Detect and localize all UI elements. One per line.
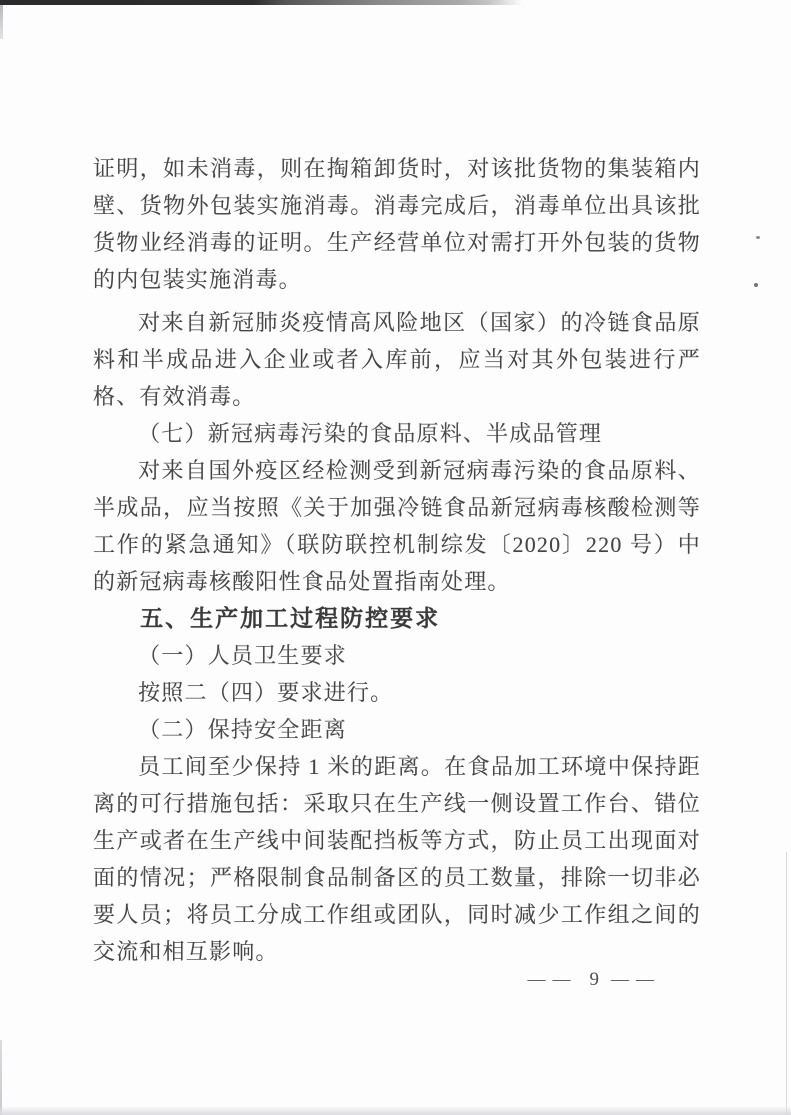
paragraph-distance-measures: 员工间至少保持 1 米的距离。在食品加工环境中保持距离的可行措施包括：采取只在生产线一侧设置工作台、错位生产或者在生产线中间装配挡板等方式，防止员工出现面对面的情况；严格限制食品制备区的员工数量，排除一切非必要人员；将员工分成工作组或团队，同时减少工作组之间的交流和相互影响。	[93, 754, 701, 964]
subsection-heading-two-safe-distance: （二）保持安全距离	[138, 717, 347, 742]
paragraph-high-risk-region-cold-chain: 对来自新冠肺炎疫情高风险地区（国家）的冷链食品原料和半成品进入企业或者入库前，应当对其外包装进行严格、有效消毒。	[93, 310, 701, 409]
scan-edge-right-line	[786, 852, 787, 1115]
scan-edge-left-notch	[0, 5, 3, 39]
paragraph-disinfection-certificate: 证明，如未消毒，则在掏箱卸货时，对该批货物的集装箱内壁、货物外包装实施消毒。消毒完成后，消毒单位出具该批货物业经消毒的证明。生产经营单位对需打开外包装的货物的内包装实施消毒。	[93, 156, 701, 292]
scan-edge-top-bar	[0, 0, 791, 5]
page-number-dash-left: ——	[527, 969, 578, 989]
subsection-heading-one-personnel-hygiene: （一）人员卫生要求	[138, 643, 347, 668]
section-heading-five-production-process: 五、生产加工过程防控要求	[140, 605, 441, 631]
scan-speck	[754, 283, 758, 287]
paragraph-follow-requirement: 按照二（四）要求进行。	[138, 680, 394, 705]
scan-speck	[756, 236, 760, 239]
document-body	[93, 150, 701, 970]
page-footer	[93, 969, 701, 991]
scan-edge-bottom-band	[0, 1106, 791, 1115]
page-number: 9	[589, 969, 599, 990]
page-number-dash-right: ——	[611, 969, 661, 989]
subsection-heading-seven: （七）新冠病毒污染的食品原料、半成品管理	[138, 421, 603, 446]
scan-edge-left-bottom	[0, 1040, 2, 1115]
paragraph-contaminated-food-handling: 对来自国外疫区经检测受到新冠病毒污染的食品原料、半成品，应当按照《关于加强冷链食品新冠病毒核酸检测等工作的紧急通知》（联防联控机制综发〔2020〕220 号）中的新冠病毒核酸阳性食品处置指南处理。	[93, 458, 701, 594]
